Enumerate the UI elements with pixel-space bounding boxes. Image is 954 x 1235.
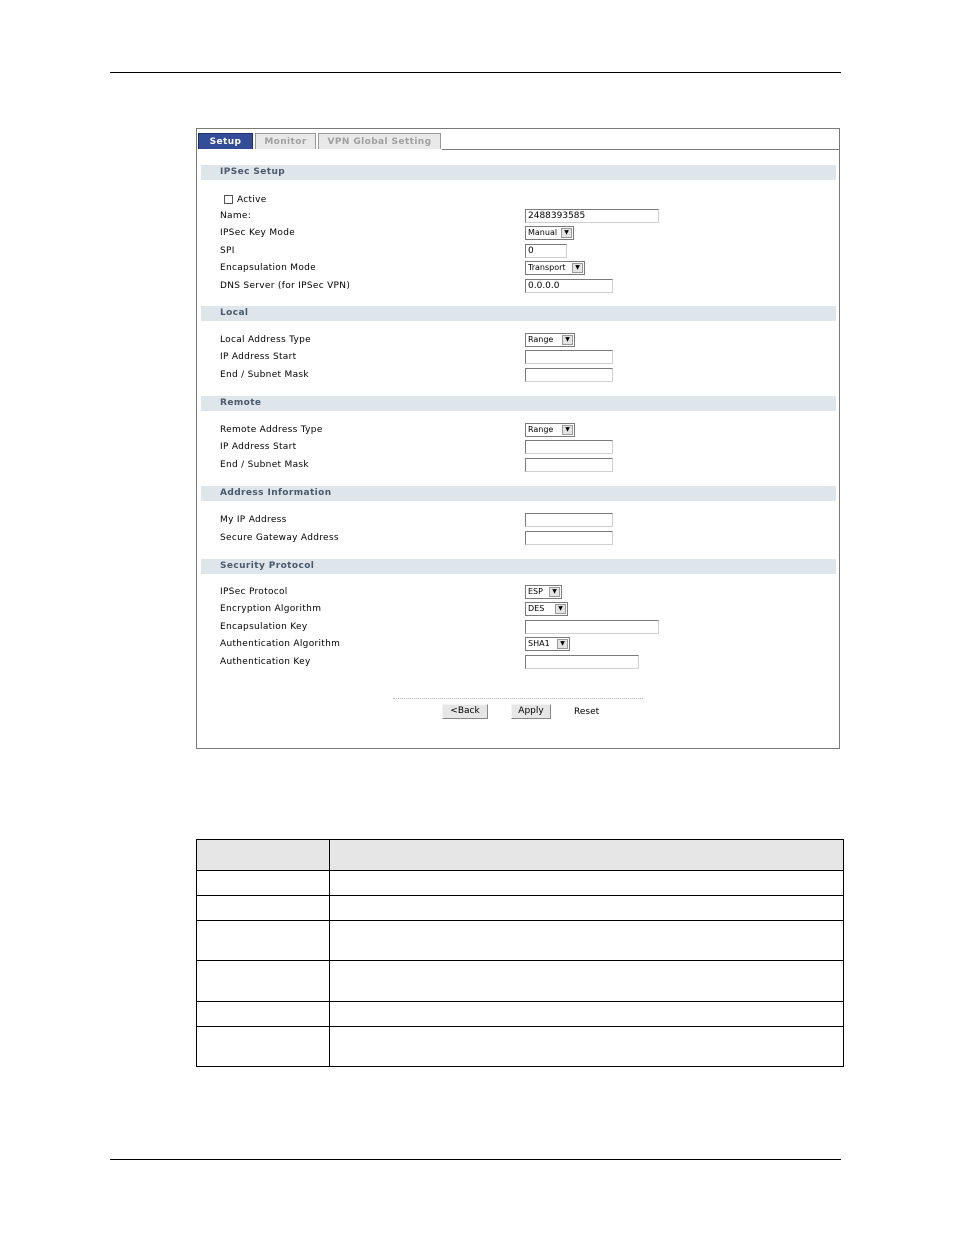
table-cell (197, 961, 330, 1002)
chevron-down-icon[interactable]: ▼ (549, 587, 560, 597)
tab-bar (197, 131, 839, 149)
name-input[interactable]: 2488393585 (525, 209, 659, 223)
tab-monitor[interactable]: Monitor (255, 133, 316, 149)
local-end-mask-input[interactable] (525, 368, 613, 382)
encryption-algorithm-value: DES (528, 604, 545, 613)
section-local: Local (201, 306, 836, 321)
encryption-algorithm-select[interactable] (525, 602, 568, 616)
encryption-algorithm-label: Encryption Algorithm (220, 604, 322, 614)
encapsulation-mode-label: Encapsulation Mode (220, 263, 316, 273)
ipsec-protocol-select[interactable] (525, 585, 562, 599)
table-cell (197, 921, 330, 961)
table-row (197, 1027, 844, 1067)
remote-ip-start-input[interactable] (525, 440, 613, 454)
table-row (197, 871, 844, 896)
table-cell (330, 1002, 844, 1027)
remote-ip-start-label: IP Address Start (220, 442, 297, 452)
authentication-algorithm-select[interactable] (525, 637, 570, 651)
table-cell (330, 921, 844, 961)
back-button[interactable]: <Back (442, 704, 488, 719)
local-address-type-value: Range (528, 335, 554, 344)
section-security-protocol: Security Protocol (201, 559, 836, 574)
spi-input[interactable]: 0 (525, 244, 567, 258)
apply-button[interactable]: Apply (511, 704, 551, 719)
dns-server-label: DNS Server (for IPSec VPN) (220, 281, 351, 291)
encapsulation-mode-select[interactable] (525, 261, 585, 275)
spi-label: SPI (220, 246, 235, 256)
ipsec-protocol-value: ESP (528, 587, 543, 596)
local-address-type-select[interactable] (525, 333, 575, 347)
ipsec-key-mode-value: Manual (528, 228, 558, 237)
table-header-cell (197, 840, 330, 871)
remote-address-type-value: Range (528, 425, 554, 434)
reset-button[interactable]: Reset (574, 707, 600, 717)
table-cell (197, 896, 330, 921)
table-header-row (197, 840, 844, 871)
table-cell (197, 1002, 330, 1027)
remote-end-mask-input[interactable] (525, 458, 613, 472)
my-ip-address-label: My IP Address (220, 515, 287, 525)
dns-server-input[interactable]: 0.0.0.0 (525, 279, 613, 293)
secure-gateway-label: Secure Gateway Address (220, 533, 339, 543)
remote-address-type-label: Remote Address Type (220, 425, 323, 435)
section-address-information: Address Information (201, 486, 836, 501)
table-header-cell (330, 840, 844, 871)
ipsec-key-mode-label: IPSec Key Mode (220, 228, 296, 238)
my-ip-address-input[interactable] (525, 513, 613, 527)
table-cell (197, 1027, 330, 1067)
table-row (197, 921, 844, 961)
authentication-algorithm-value: SHA1 (528, 639, 550, 648)
table-row (197, 896, 844, 921)
active-checkbox[interactable] (224, 195, 233, 204)
chevron-down-icon[interactable]: ▼ (562, 335, 573, 345)
field-description-table (196, 839, 844, 1067)
authentication-key-input[interactable] (525, 655, 639, 669)
chevron-down-icon[interactable]: ▼ (555, 604, 566, 614)
table-cell (330, 871, 844, 896)
local-ip-start-input[interactable] (525, 350, 613, 364)
ipsec-key-mode-select[interactable] (525, 226, 574, 240)
local-address-type-label: Local Address Type (220, 335, 311, 345)
local-ip-start-label: IP Address Start (220, 352, 297, 362)
chevron-down-icon[interactable]: ▼ (562, 425, 573, 435)
section-remote: Remote (201, 396, 836, 411)
table-cell (197, 871, 330, 896)
table-cell (330, 1027, 844, 1067)
footer-rule (110, 1159, 841, 1160)
vpn-rule-setup-panel (196, 128, 840, 749)
name-label: Name: (220, 211, 252, 221)
table-row (197, 961, 844, 1002)
encapsulation-key-input[interactable] (525, 620, 659, 634)
tab-setup[interactable]: Setup (198, 133, 253, 149)
tab-vpn-global-setting[interactable]: VPN Global Setting (318, 133, 441, 149)
chevron-down-icon[interactable]: ▼ (572, 263, 583, 273)
authentication-algorithm-label: Authentication Algorithm (220, 639, 341, 649)
remote-address-type-select[interactable] (525, 423, 575, 437)
encapsulation-mode-value: Transport (528, 263, 566, 272)
encapsulation-key-label: Encapsulation Key (220, 622, 308, 632)
section-ipsec-setup: IPSec Setup (201, 165, 836, 180)
tab-baseline (442, 149, 839, 150)
secure-gateway-input[interactable] (525, 531, 613, 545)
remote-end-mask-label: End / Subnet Mask (220, 460, 309, 470)
ipsec-protocol-label: IPSec Protocol (220, 587, 288, 597)
table-row (197, 1002, 844, 1027)
table-cell (330, 896, 844, 921)
button-divider (393, 698, 643, 699)
authentication-key-label: Authentication Key (220, 657, 311, 667)
table-cell (330, 961, 844, 1002)
active-label: Active (237, 195, 267, 205)
chevron-down-icon[interactable]: ▼ (557, 639, 568, 649)
local-end-mask-label: End / Subnet Mask (220, 370, 309, 380)
header-rule (110, 72, 841, 73)
chevron-down-icon[interactable]: ▼ (561, 228, 572, 238)
